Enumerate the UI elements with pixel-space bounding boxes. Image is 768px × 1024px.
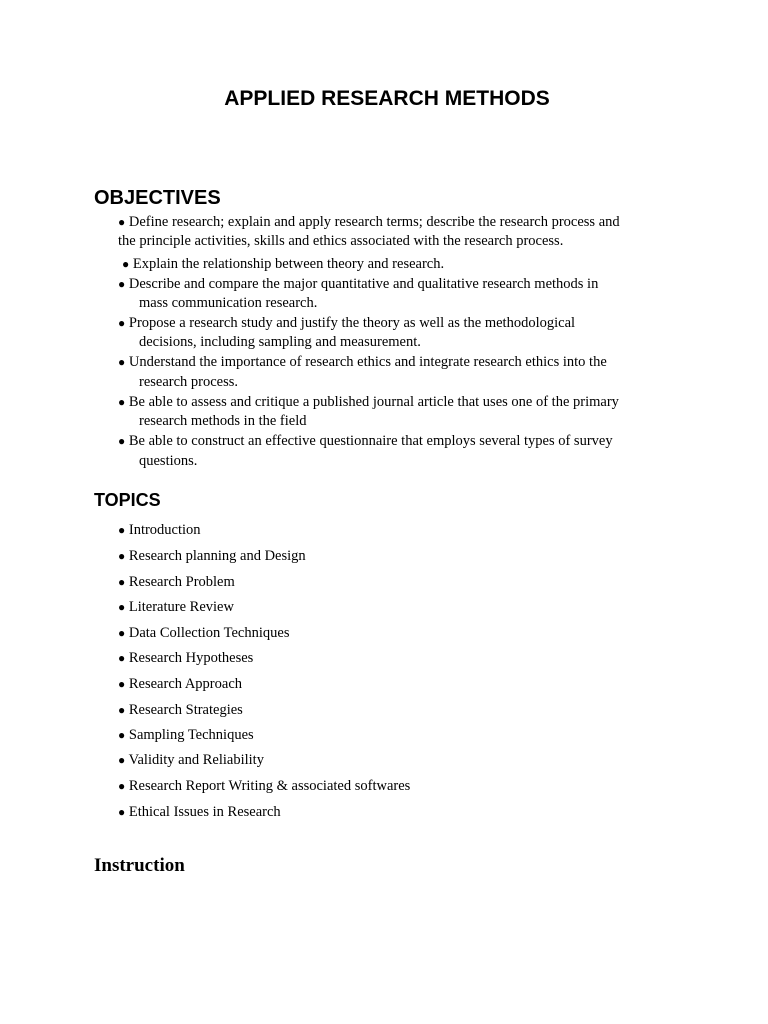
bullet-icon: ● bbox=[118, 703, 126, 717]
bullet-icon: ● bbox=[118, 355, 126, 369]
bullet-icon: ● bbox=[118, 575, 126, 589]
bullet-icon: ● bbox=[118, 651, 126, 665]
bullet-icon: ● bbox=[118, 779, 126, 793]
bullet-icon: ● bbox=[118, 549, 126, 563]
bullet-icon: ● bbox=[118, 395, 126, 409]
topic-text: Data Collection Techniques bbox=[128, 625, 290, 641]
bullet-icon: ● bbox=[118, 277, 126, 291]
bullet-icon: ● bbox=[118, 215, 126, 229]
topic-text: Research Report Writing & associated softwares bbox=[128, 778, 411, 794]
bullet-icon: ● bbox=[118, 728, 126, 742]
bullet-icon: ● bbox=[118, 753, 126, 767]
topic-text: Research Hypotheses bbox=[128, 650, 254, 666]
objective-text-line2: research methods in the field bbox=[139, 413, 307, 429]
topics-heading: TOPICS bbox=[94, 490, 161, 510]
topic-text: Ethical Issues in Research bbox=[128, 804, 281, 820]
objective-text-line2: questions. bbox=[139, 453, 198, 469]
bullet-icon: ● bbox=[118, 677, 126, 691]
topic-text: Research Approach bbox=[128, 676, 243, 692]
instruction-heading: Instruction bbox=[94, 855, 185, 876]
bullet-icon: ● bbox=[118, 434, 126, 448]
objectives-heading: OBJECTIVES bbox=[94, 187, 221, 209]
topic-text: Sampling Techniques bbox=[128, 727, 254, 743]
objective-text-line1: Be able to construct an effective questionnaire that employs several types of survey bbox=[128, 433, 613, 449]
bullet-icon: ● bbox=[118, 316, 126, 330]
bullet-icon: ● bbox=[122, 257, 130, 271]
objective-text-line1: Be able to assess and critique a published journal article that uses one of the primary bbox=[128, 394, 619, 410]
objective-text-line1: Understand the importance of research ethics and integrate research ethics into the bbox=[128, 354, 607, 370]
bullet-icon: ● bbox=[118, 523, 126, 537]
objective-text-line1: Define research; explain and apply research terms; describe the research process and bbox=[128, 214, 620, 230]
objective-text-line1: Propose a research study and justify the theory as well as the methodological bbox=[128, 315, 576, 331]
topic-text: Validity and Reliability bbox=[128, 752, 264, 768]
objective-text-line1: Describe and compare the major quantitative and qualitative research methods in bbox=[128, 276, 599, 292]
objective-text-line2: mass communication research. bbox=[139, 295, 318, 311]
bullet-icon: ● bbox=[118, 805, 126, 819]
objective-text-line1: Explain the relationship between theory and research. bbox=[132, 256, 445, 272]
objective-text-line2: research process. bbox=[139, 374, 239, 390]
document-title: APPLIED RESEARCH METHODS bbox=[224, 87, 550, 110]
topic-text: Literature Review bbox=[128, 599, 234, 615]
topic-text: Research Problem bbox=[128, 574, 235, 590]
topic-text: Research planning and Design bbox=[128, 548, 306, 564]
bullet-icon: ● bbox=[118, 626, 126, 640]
objective-text-line2: decisions, including sampling and measurement. bbox=[139, 334, 421, 350]
topic-text: Research Strategies bbox=[128, 702, 243, 718]
bullet-icon: ● bbox=[118, 600, 126, 614]
topic-text: Introduction bbox=[128, 522, 201, 538]
objective-text-line2: the principle activities, skills and ethics associated with the research process. bbox=[118, 233, 564, 249]
